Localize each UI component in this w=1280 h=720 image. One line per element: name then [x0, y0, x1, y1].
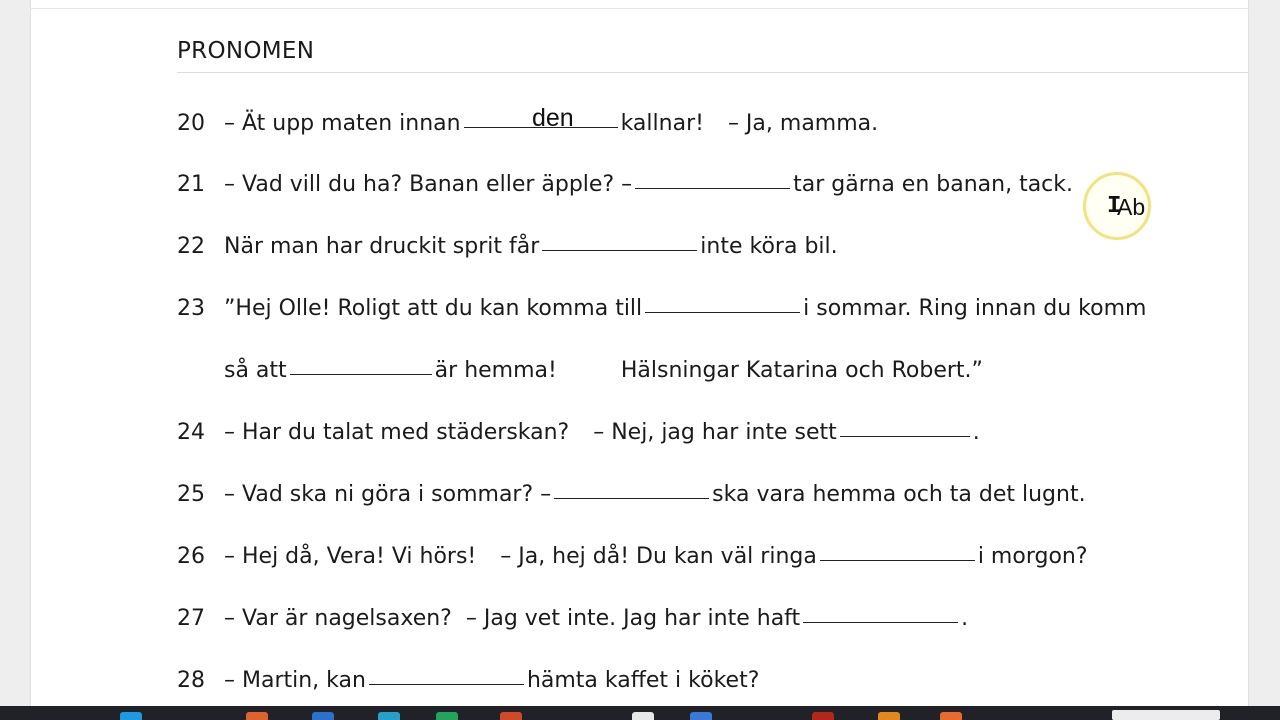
answer-blank[interactable] [635, 187, 790, 189]
text-cursor-icon: I [1107, 193, 1122, 220]
app-icon-blue2[interactable] [690, 712, 712, 720]
taskbar [0, 706, 1280, 720]
exercise-number: 26 [177, 544, 205, 569]
answer-blank[interactable] [803, 621, 958, 623]
exercise-number: 20 [177, 111, 205, 136]
exercise-number: 22 [177, 234, 205, 259]
answer-blank[interactable] [645, 311, 800, 313]
taskbar-notification-area[interactable] [1112, 710, 1220, 720]
top-divider [30, 8, 1249, 9]
app-icon-orange[interactable] [246, 712, 268, 720]
typed-answer[interactable]: den [532, 104, 574, 132]
exercise-22: 22 När man har druckit sprit får inte köra bil. [177, 234, 838, 259]
exercise-number: 21 [177, 172, 205, 197]
exercise-28: 28 – Martin, kan hämta kaffet i köket? [177, 668, 760, 693]
answer-blank[interactable] [554, 497, 709, 499]
app-icon-darkred[interactable] [812, 712, 834, 720]
exercise-20: 20 – Ät upp maten innan kallnar! – Ja, mamma. [177, 111, 879, 136]
answer-blank[interactable] [840, 435, 970, 437]
app-icon-teal[interactable] [378, 712, 400, 720]
exercise-23: 23 ”Hej Olle! Roligt att du kan komma till i sommar. Ring innan du komm [177, 296, 1147, 321]
exercise-number: 28 [177, 668, 205, 693]
answer-blank[interactable] [290, 373, 432, 375]
app-icon-amber[interactable] [878, 712, 900, 720]
answer-blank[interactable] [542, 249, 697, 251]
exercise-25: 25 – Vad ska ni göra i sommar? – ska vara hemma och ta det lugnt. [177, 482, 1086, 507]
left-margin [0, 0, 31, 706]
exercise-number: 27 [177, 606, 205, 631]
title-divider [177, 72, 1249, 73]
text-tool-label: Ab [1117, 194, 1146, 220]
exercise-number: 23 [177, 296, 205, 321]
exercise-21: 21 – Vad vill du ha? Banan eller äpple? – tar gärna en banan, tack. [177, 172, 1074, 197]
app-icon-white[interactable] [632, 712, 654, 720]
right-margin [1248, 0, 1280, 706]
answer-blank[interactable] [820, 559, 975, 561]
answer-blank[interactable] [369, 683, 524, 685]
app-icon-green[interactable] [436, 712, 458, 720]
app-icon-orange2[interactable] [940, 712, 962, 720]
app-icon-red[interactable] [500, 712, 522, 720]
app-icon-blue[interactable] [312, 712, 334, 720]
exercise-26: 26 – Hej då, Vera! Vi hörs! – Ja, hej då! Du kan väl ringa i morgon? [177, 544, 1088, 569]
exercise-23-continued: så att är hemma! Hälsningar Katarina och Robert.” [224, 358, 983, 383]
exercise-number: 24 [177, 420, 205, 445]
exercise-27: 27 – Var är nagelsaxen? – Jag vet inte. Jag har inte haft . [177, 606, 969, 631]
page-title: PRONOMEN [177, 38, 315, 64]
exercise-24: 24 – Har du talat med städerskan? – Nej, jag har inte sett . [177, 420, 980, 445]
exercise-number: 25 [177, 482, 205, 507]
browser-icon[interactable] [120, 712, 142, 720]
